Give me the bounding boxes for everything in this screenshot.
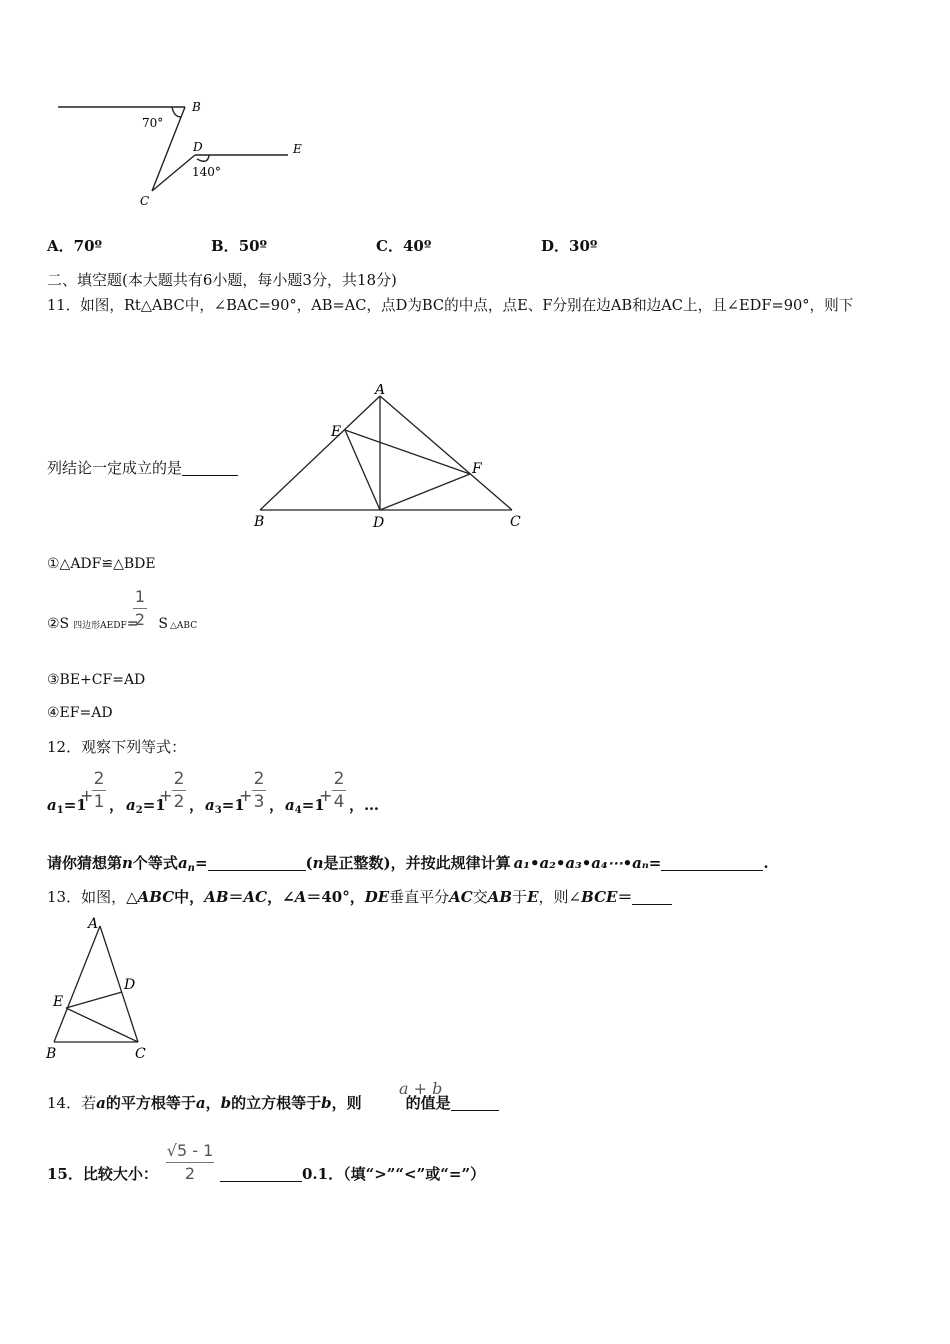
q13-triangle-figure	[40, 912, 160, 1064]
q14-t3: ，	[205, 1094, 221, 1112]
q11-option-2-sub-quad: 四边形AEDF	[73, 621, 127, 631]
q12-term-2-fraction-bar	[172, 790, 186, 791]
q11-side-ab	[260, 396, 380, 510]
q12-term-3-numerator: 2	[253, 769, 265, 789]
q12-term-1-numerator: 2	[93, 769, 105, 789]
q13-t-ab: AB	[204, 888, 229, 906]
q12-term-4-fraction-bar	[332, 790, 346, 791]
q11-label-C: C	[510, 514, 521, 530]
q11-label-E: E	[331, 424, 342, 440]
q13-segment-ec	[66, 1008, 138, 1042]
q12-term-4-denominator: 4	[333, 792, 345, 812]
q14-b1: b	[220, 1094, 232, 1112]
q10-option-c	[376, 236, 431, 256]
q12-term-4-sep: ，…	[349, 796, 380, 814]
q13-t-j: ＝	[617, 888, 633, 906]
q12-term-4-numerator: 2	[333, 769, 345, 789]
q13-t-a: 13．如图，△	[47, 888, 138, 906]
q12-term-3-denominator: 3	[253, 792, 265, 812]
q15-prefix: 15．比较大小：	[47, 1165, 158, 1183]
q13-t-ac2: AC	[449, 888, 473, 906]
q12-term-2-var: a	[126, 796, 136, 814]
q11-option-2-prefix: ②S	[47, 616, 70, 632]
q12-term-4-var: a	[285, 796, 295, 814]
q10-option-b	[211, 236, 267, 256]
q15-denominator: 2	[184, 1164, 196, 1183]
q10-option-d-value: 30º	[569, 237, 598, 255]
q10-option-a-letter: A．	[47, 237, 74, 255]
q12-guess-an: a	[177, 854, 188, 872]
q14-t1: 14．若	[47, 1094, 97, 1112]
q12-term-1-eq: =1	[63, 796, 87, 814]
q12-term-3-fraction	[252, 769, 266, 812]
q12-term-4-index: 4	[294, 805, 302, 816]
q12-term-4-eq: =1	[301, 796, 325, 814]
q14-b2: b	[321, 1094, 332, 1112]
q15-fraction	[166, 1141, 214, 1184]
q13-segment-de	[66, 992, 122, 1008]
q12-term-1-sep: ，	[109, 796, 125, 814]
q13-t-b: 中，	[174, 888, 205, 906]
q12-term-1-fraction	[92, 769, 106, 812]
q13-t-abc: ABC	[137, 888, 175, 906]
q12-paren-text: 是正整数)，并按此规律计算	[323, 854, 511, 872]
q11-option-2-eq: =	[126, 616, 139, 632]
fig1-angle-70: 70°	[142, 116, 164, 130]
q12-term-2-eq: =1	[142, 796, 166, 814]
q12-answer-blank-2[interactable]	[661, 856, 763, 871]
q11-label-F: F	[472, 461, 482, 477]
q12-guess-a: 请你猜想第	[47, 854, 123, 872]
figure-angle-diagram	[50, 95, 320, 215]
q13-t-e: ＝40°，	[306, 888, 365, 906]
q12-answer-blank-1[interactable]	[208, 856, 306, 871]
q12-term-3-plus: +	[239, 786, 253, 805]
q15-numerator: √5 - 1	[166, 1141, 214, 1160]
q12-term-3-eq: =1	[221, 796, 245, 814]
q10-option-a	[47, 236, 102, 256]
q10-option-c-letter: C．	[376, 237, 403, 255]
fig1-label-D: D	[193, 140, 203, 154]
q12-term-1-plus: +	[80, 786, 94, 805]
q12-term-3-sep: ，	[269, 796, 285, 814]
q13-t-c: ＝	[228, 888, 244, 906]
q14-a2: a	[195, 1094, 206, 1112]
q13-t-g: 交	[472, 888, 488, 906]
q10-option-b-value: 50º	[238, 237, 268, 255]
q13-side-ab	[54, 926, 100, 1042]
q11-segment-ef	[345, 430, 470, 474]
q12-guess-line	[47, 853, 769, 879]
q11-text-line2	[47, 458, 238, 478]
q10-option-a-value: 70º	[73, 237, 103, 255]
q12-term-3-var: a	[205, 796, 215, 814]
q14-t5: ，则	[331, 1094, 362, 1112]
fig1-label-B: B	[192, 100, 201, 114]
q13-text	[47, 887, 672, 907]
q11-label-B: B	[254, 514, 265, 530]
q11-option-2-fraction	[133, 587, 147, 630]
q14-t6: 的值是	[405, 1094, 451, 1112]
q13-label-A: A	[88, 916, 99, 932]
q11-option-4: ④EF=AD	[47, 705, 113, 721]
q11-text-line1: 11．如图，Rt△ABC中，∠BAC=90°，AB=AC，点D为BC的中点，点E、F分别在边AB和边AC上，且∠EDF=90°，则下	[47, 297, 854, 314]
q11-option-2-denominator: 2	[134, 610, 146, 629]
q11-option-2-fraction-bar	[133, 608, 147, 609]
q12-term-1-fraction-bar	[92, 790, 106, 791]
q15-fraction-bar	[166, 1162, 214, 1163]
fig1-label-C: C	[140, 194, 150, 208]
q12-paren-open: (	[305, 854, 313, 872]
q11-triangle-figure	[248, 384, 538, 534]
q14-expression: a + b	[399, 1079, 443, 1098]
q11-option-2-numerator: 1	[134, 587, 146, 606]
q14-a1: a	[96, 1094, 106, 1112]
q13-label-C: C	[135, 1046, 146, 1062]
q12-term-2-sep: ，	[189, 796, 205, 814]
fig1-label-E: E	[293, 142, 302, 156]
q12-term-2-numerator: 2	[173, 769, 185, 789]
q12-term-1-index: 1	[56, 805, 64, 816]
q11-side-ac	[380, 396, 512, 510]
q12-paren-n: n	[312, 854, 324, 872]
q13-label-E: E	[53, 994, 64, 1010]
q13-t-h: 于	[512, 888, 528, 906]
q15-answer-blank[interactable]	[220, 1167, 302, 1182]
q13-label-D: D	[124, 977, 136, 993]
q10-option-d-letter: D．	[541, 237, 570, 255]
q11-option-1: ①△ADF≌△BDE	[47, 556, 156, 572]
q10-option-d	[541, 236, 597, 256]
q13-t-d: ，∠	[267, 888, 295, 906]
q15-t2: 0.1．（填“>”“<”或“=”）	[302, 1165, 486, 1183]
q13-t-E: E	[527, 888, 539, 906]
q12-guess-n: n	[122, 854, 133, 872]
q11-option-2-s: S	[158, 616, 169, 632]
q12-guess-an-sub: n	[187, 863, 195, 874]
q12-term-4-plus: +	[319, 786, 333, 805]
q11-option-2	[47, 614, 197, 636]
q11-option-3: ③BE+CF=AD	[47, 672, 146, 688]
q13-t-f: 垂直平分	[389, 888, 450, 906]
q12-term-1-denominator: 1	[93, 792, 105, 812]
q10-option-c-value: 40º	[402, 237, 432, 255]
q11-answer-blank[interactable]	[182, 461, 238, 476]
q15-suffix	[220, 1164, 485, 1184]
q13-t-ac: AC	[243, 888, 268, 906]
q12-end: .	[763, 854, 769, 872]
q14-t2: 的平方根等于	[105, 1094, 196, 1112]
q11-label-D: D	[373, 515, 385, 531]
q11-option-2-sub-tri: △ABC	[170, 621, 198, 631]
fig1-arc-70	[172, 107, 181, 117]
q12-product: a₁•a₂•a₃•a₄⋯•aₙ=	[513, 854, 662, 872]
q12-guess-b: 个等式	[132, 854, 178, 872]
q14-answer-blank[interactable]	[451, 1096, 499, 1111]
q13-t-A: A	[294, 888, 307, 906]
q12-term-4-fraction	[332, 769, 346, 812]
q12-term-2-denominator: 2	[173, 792, 185, 812]
q12-term-2-fraction	[172, 769, 186, 812]
q13-t-de: DE	[364, 888, 390, 906]
q11-label-A: A	[375, 384, 386, 398]
q13-t-bce: BCE	[581, 888, 618, 906]
q11-segment-fd	[380, 474, 470, 510]
q14-t4: 的立方根等于	[231, 1094, 322, 1112]
q12-term-2-plus: +	[159, 786, 173, 805]
q13-label-B: B	[46, 1046, 57, 1062]
q12-intro: 12．观察下列等式：	[47, 738, 187, 756]
q11-question-stem: 列结论一定成立的是	[47, 459, 183, 477]
q10-option-b-letter: B．	[211, 237, 239, 255]
q11-segment-ed	[345, 430, 380, 510]
fig1-arc-140	[197, 155, 209, 161]
q13-t-ab2: AB	[487, 888, 513, 906]
q12-term-2-index: 2	[135, 805, 143, 816]
q12-term-3-index: 3	[214, 805, 222, 816]
q12-term-3-fraction-bar	[252, 790, 266, 791]
q12-term-1-var: a	[47, 796, 57, 814]
fig1-angle-140: 140°	[192, 165, 221, 179]
q12-guess-eq: =	[194, 854, 208, 872]
section2-heading: 二、填空题(本大题共有6小题，每小题3分，共18分)	[47, 271, 397, 289]
q13-t-i: ，则∠	[538, 888, 582, 906]
q13-answer-blank[interactable]	[632, 890, 672, 905]
